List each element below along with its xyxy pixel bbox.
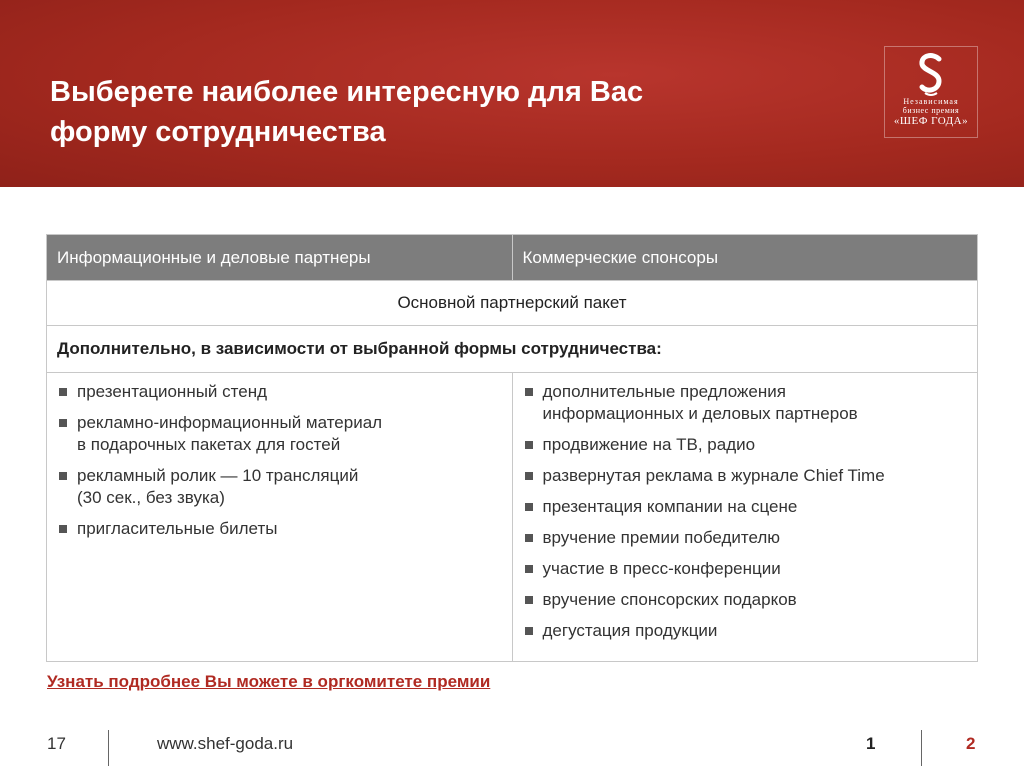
list-item: дополнительные предложения информационных и деловых партнеров xyxy=(523,381,968,425)
list-item: вручение премии победителю xyxy=(523,527,968,549)
header-banner xyxy=(0,0,1024,187)
list-item: рекламно-информационный материал в подарочных пакетах для гостей xyxy=(57,412,502,456)
page-title xyxy=(50,72,770,152)
partners-list xyxy=(57,381,502,540)
title-line-2: форму сотрудничества xyxy=(50,116,386,148)
basic-package-cell: Основной партнерский пакет xyxy=(47,281,978,326)
footer-divider xyxy=(921,730,922,766)
footer-divider xyxy=(108,730,109,766)
partners-list-cell xyxy=(47,373,513,662)
basic-package-row xyxy=(47,281,978,326)
list-item: вручение спонсорских подарков xyxy=(523,589,968,611)
list-item: презентационный стенд xyxy=(57,381,502,403)
title-line-1: Выберете наиболее интересную для Вас xyxy=(50,76,644,108)
nav-page-1[interactable]: 1 xyxy=(866,734,876,753)
sponsors-list xyxy=(523,381,968,642)
column-header-partners: Информационные и деловые партнеры xyxy=(47,235,513,281)
list-item: участие в пресс-конференции xyxy=(523,558,968,580)
logo-line-3: «ШЕФ ГОДА» xyxy=(893,115,969,127)
list-item: развернутая реклама в журнале Chief Time xyxy=(523,465,968,487)
logo-line-2: бизнес премия xyxy=(902,106,960,115)
lists-row xyxy=(47,373,978,662)
more-info-link[interactable]: Узнать подробнее Вы можете в оргкомитете премии xyxy=(47,672,491,691)
list-item: рекламный ролик — 10 трансляций (30 сек., без звука) xyxy=(57,465,502,509)
list-item: пригласительные билеты xyxy=(57,518,502,540)
cooperation-table xyxy=(46,234,978,662)
logo-line-1: Независимая xyxy=(903,97,959,106)
list-item: дегустация продукции xyxy=(523,620,968,642)
list-item: продвижение на ТВ, радио xyxy=(523,434,968,456)
website-link[interactable]: www.shef-goda.ru xyxy=(157,734,294,753)
page-number: 17 xyxy=(47,734,66,753)
nav-page-2[interactable]: 2 xyxy=(966,734,976,753)
column-header-sponsors: Коммерческие спонсоры xyxy=(512,235,978,281)
list-item: презентация компании на сцене xyxy=(523,496,968,518)
logo xyxy=(884,46,978,138)
additional-row xyxy=(47,326,978,373)
table-header-row xyxy=(47,235,978,281)
sponsors-list-cell xyxy=(512,373,978,662)
logo-s-icon xyxy=(917,53,945,97)
additional-cell: Дополнительно, в зависимости от выбранной формы сотрудничества: xyxy=(47,326,978,373)
